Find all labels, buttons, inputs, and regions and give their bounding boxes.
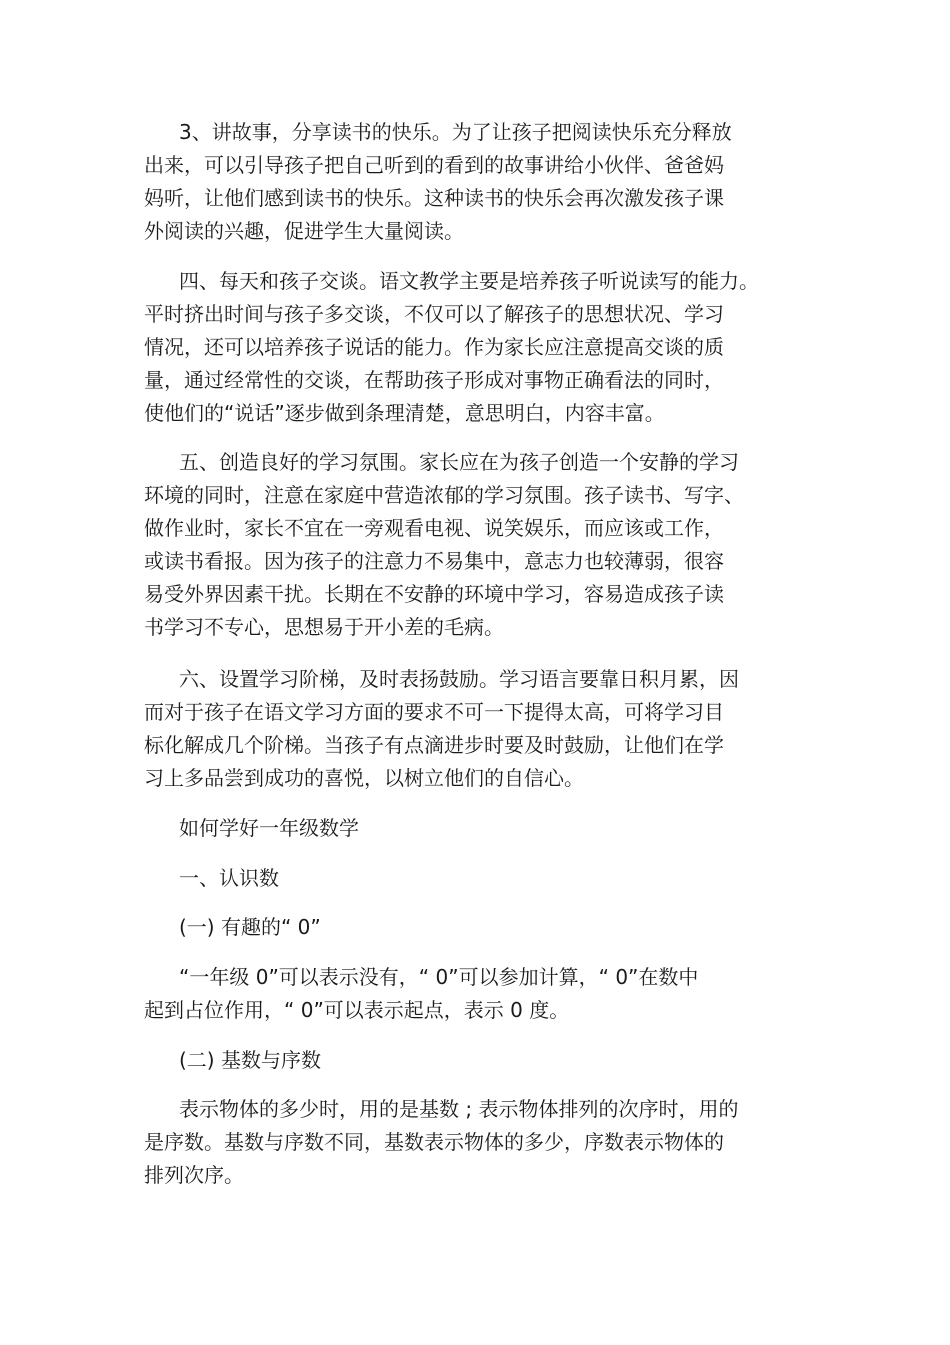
subheading-recognize-numbers: [144, 862, 804, 895]
text-line: 是序数。基数与序数不同，基数表示物体的多少，序数表示物体的: [144, 1130, 724, 1154]
text-line: 易受外界因素干扰。长期在不安静的环境中学习，容易造成孩子读: [144, 582, 724, 606]
text-line: 使他们的“说话”逐步做到条理清楚，意思明白，内容丰富。: [144, 401, 665, 425]
text-line: 平时挤出时间与孩子多交谈，不仅可以了解孩子的思想状况、学习: [144, 302, 724, 326]
text-line: 排列次序。: [144, 1163, 244, 1187]
text-line: 而对于孩子在语文学习方面的要求不可一下提得太高，可将学习目: [144, 700, 724, 724]
heading-text: (一) 有趣的“ 0”: [179, 915, 321, 939]
text-line: 六、设置学习阶梯，及时表扬鼓励。学习语言要靠日积月累，因: [179, 667, 739, 691]
paragraph-daily-talk: [144, 265, 804, 430]
text-line: 起到占位作用，“ 0”可以表示起点，表示 0 度。: [144, 998, 570, 1022]
text-line: 妈听，让他们感到读书的快乐。这种读书的快乐会再次激发孩子课: [144, 186, 724, 210]
subheading-cardinal-ordinal: [144, 1044, 804, 1077]
text-line: 书学习不专心，思想易于开小差的毛病。: [144, 615, 504, 639]
paragraph-atmosphere: [144, 446, 804, 644]
text-line: 或读书看报。因为孩子的注意力不易集中，意志力也较薄弱，很容: [144, 549, 724, 573]
heading-text: 如何学好一年级数学: [179, 816, 359, 840]
heading-text: 一、认识数: [179, 866, 279, 890]
text-line: 出来，可以引导孩子把自己听到的看到的故事讲给小伙伴、爸爸妈: [144, 153, 724, 177]
text-line: 情况，还可以培养孩子说话的能力。作为家长应注意提高交谈的质: [144, 335, 724, 359]
text-line: 量，通过经常性的交谈，在帮助孩子形成对事物正确看法的同时，: [144, 368, 724, 392]
subheading-zero: [144, 911, 804, 944]
text-line: 表示物体的多少时，用的是基数 ; 表示物体排列的次序时，用的: [179, 1097, 739, 1121]
paragraph-learning-ladder: [144, 663, 804, 795]
text-line: 3、讲故事，分享读书的快乐。为了让孩子把阅读快乐充分释放: [179, 120, 732, 144]
text-line: 习上多品尝到成功的喜悦，以树立他们的自信心。: [144, 766, 584, 790]
text-line: 做作业时，家长不宜在一旁观看电视、说笑娱乐，而应该或工作，: [144, 516, 724, 540]
text-line: 外阅读的兴趣，促进学生大量阅读。: [144, 219, 464, 243]
paragraph-storytelling: [144, 116, 804, 248]
heading-text: (二) 基数与序数: [179, 1048, 321, 1072]
text-line: 标化解成几个阶梯。当孩子有点滴进步时要及时鼓励，让他们在学: [144, 733, 724, 757]
text-line: 四、每天和孩子交谈。语文教学主要是培养孩子听说读写的能力。: [179, 269, 759, 293]
paragraph-cardinal-ordinal: [144, 1093, 804, 1192]
text-line: “一年级 0”可以表示没有，“ 0”可以参加计算，“ 0”在数中: [179, 965, 699, 989]
text-line: 环境的同时，注意在家庭中营造浓郁的学习氛围。孩子读书、写字、: [144, 483, 744, 507]
paragraph-zero-meaning: [144, 961, 804, 1027]
text-line: 五、创造良好的学习氛围。家长应在为孩子创造一个安静的学习: [179, 450, 739, 474]
section-heading-math: [144, 812, 804, 845]
